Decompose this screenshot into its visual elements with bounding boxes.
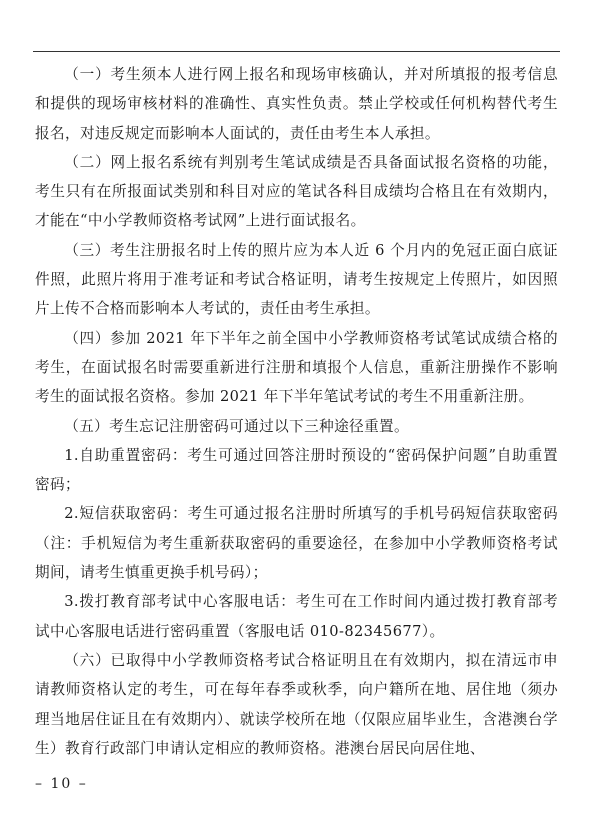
document-body bbox=[35, 60, 558, 763]
paragraph-4: （四）参加 2021 年下半年之前全国中小学教师资格考试笔试成绩合格的考生，在面试报名时需要重新进行注册和填报个人信息，重新注册操作不影响考生的面试报名资格。参加 2021 年下半年笔试考试的考生不用重新注册。 bbox=[35, 329, 558, 406]
paragraph-2: （二）网上报名系统有判别考生笔试成绩是否具备面试报名资格的功能，考生只有在所报面试类别和科目对应的笔试各科目成绩均合格且在有效期内，才能在“中小学教师资格考试网”上进行面试报名。 bbox=[35, 153, 558, 230]
paragraph-5-item-2: 2.短信获取密码：考生可通过报名注册时所填写的手机号码短信获取密码（注：手机短信为考生重新获取密码的重要途径，在参加中小学教师资格考试期间，请考生慎重更换手机号码）； bbox=[35, 505, 558, 582]
header-rule bbox=[33, 51, 560, 52]
paragraph-3: （三）考生注册报名时上传的照片应为本人近 6 个月内的免冠正面白底证件照，此照片将用于准考证和考试合格证明，请考生按规定上传照片，如因照片上传不合格而影响本人考试的，责任由考生承担。 bbox=[35, 241, 558, 318]
paragraph-1: （一）考生须本人进行网上报名和现场审核确认，并对所填报的报考信息和提供的现场审核材料的准确性、真实性负责。禁止学校或任何机构替代考生报名，对违反规定而影响本人面试的，责任由考生本人承担。 bbox=[35, 66, 558, 142]
paragraph-6: （六）已取得中小学教师资格考试合格证明且在有效期内，拟在清远市申请教师资格认定的考生，可在每年春季或秋季，向户籍所在地、居住地（须办理当地居住证且在有效期内）、就读学校所在地（仅限应届毕业生，含港澳台学生）教育行政部门申请认定相应的教师资格。港澳台居民向居住地、 bbox=[35, 651, 558, 757]
page-number: – 10 – bbox=[35, 776, 88, 792]
paragraph-5-item-1: 1.自助重置密码：考生可通过回答注册时预设的“密码保护问题”自助重置密码； bbox=[35, 446, 558, 494]
paragraph-5-item-3: 3.拨打教育部考试中心客服电话：考生可在工作时间内通过拨打教育部考试中心客服电话进行密码重置（客服电话 010-82345677）。 bbox=[35, 593, 558, 640]
paragraph-5: （五）考生忘记注册密码可通过以下三种途径重置。 bbox=[64, 417, 410, 435]
